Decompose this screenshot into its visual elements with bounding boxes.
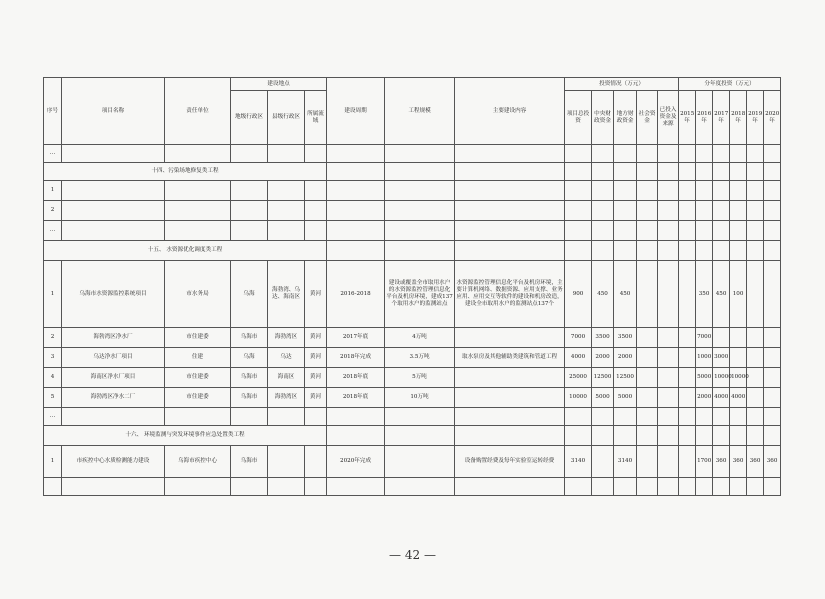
row-basin: 黄河 xyxy=(305,328,327,348)
row-period: 2018年底 xyxy=(327,388,385,408)
row-name: 市疾控中心水质检测能力建设 xyxy=(62,446,165,478)
row-name: 海南区净水厂项目 xyxy=(62,368,165,388)
row-central: 450 xyxy=(592,261,614,328)
row-central xyxy=(592,446,614,478)
row-y2019 xyxy=(747,328,764,348)
header-location: 建设地点 xyxy=(231,78,327,91)
row-y2016: 2000 xyxy=(696,388,713,408)
table-row xyxy=(44,328,781,348)
row-social xyxy=(637,261,658,328)
row-y2018: 10000 xyxy=(730,368,747,388)
row-scale: 10万吨 xyxy=(385,388,455,408)
header-year-2015: 2015年 xyxy=(679,91,696,145)
row-y2015 xyxy=(679,388,696,408)
row-scale: 建设或覆盖全市取用水户的水资源监控管理信息化平台及机房环境，建成137个取用水户的监测站点 xyxy=(385,261,455,328)
table-row xyxy=(44,145,781,163)
header-loc-city: 地级行政区 xyxy=(231,91,268,145)
row-local: 3140 xyxy=(614,446,637,478)
header-inv-central: 中央财政资金 xyxy=(592,91,614,145)
row-y2016: 7000 xyxy=(696,328,713,348)
row-y2016: 5000 xyxy=(696,368,713,388)
row-y2019 xyxy=(747,261,764,328)
row-social xyxy=(637,328,658,348)
row-county xyxy=(268,446,305,478)
row-local: 450 xyxy=(614,261,637,328)
row-content xyxy=(455,328,565,348)
row-city: 乌海市 xyxy=(231,446,268,478)
row-y2018: 100 xyxy=(730,261,747,328)
row-content xyxy=(455,388,565,408)
row-y2019: 360 xyxy=(747,446,764,478)
row-done xyxy=(658,328,679,348)
table-row xyxy=(44,221,781,241)
row-unit: 市水务局 xyxy=(165,261,231,328)
row-scale xyxy=(385,446,455,478)
row-seq: 1 xyxy=(44,446,62,478)
table-row xyxy=(44,408,781,426)
header-inv-local: 地方财政资金 xyxy=(614,91,637,145)
row-y2017 xyxy=(713,328,730,348)
row-content: 水资源监控管理信息化平台及机房环境，主要计算机网络、数据资源、应用支撑、业务应用、应用交互等软件的建设和机房改造，建设全市取用水户的监测站点137个 xyxy=(455,261,565,328)
section-header-row xyxy=(44,163,781,181)
row-done xyxy=(658,368,679,388)
row-local: 12500 xyxy=(614,368,637,388)
row-total: 4000 xyxy=(565,348,592,368)
row-seq: … xyxy=(44,221,62,241)
row-seq: … xyxy=(44,145,62,163)
row-name: 海勃湾区净水厂 xyxy=(62,328,165,348)
row-y2020 xyxy=(764,368,781,388)
row-unit: 住建 xyxy=(165,348,231,368)
row-content: 取水泵房及其他辅助类建筑和管道工程 xyxy=(455,348,565,368)
header-year-2018: 2018年 xyxy=(730,91,747,145)
row-y2020 xyxy=(764,388,781,408)
row-city: 乌海 xyxy=(231,348,268,368)
row-basin: 黄河 xyxy=(305,348,327,368)
row-name: 乌达净水厂项目 xyxy=(62,348,165,368)
row-basin xyxy=(305,446,327,478)
row-county: 海勃湾、乌达、海南区 xyxy=(268,261,305,328)
row-county: 海勃湾区 xyxy=(268,328,305,348)
row-unit: 市住建委 xyxy=(165,388,231,408)
row-city: 乌海市 xyxy=(231,388,268,408)
row-total: 3140 xyxy=(565,446,592,478)
investment-table xyxy=(43,77,781,496)
row-local: 5000 xyxy=(614,388,637,408)
row-city: 乌海 xyxy=(231,261,268,328)
row-y2016: 350 xyxy=(696,261,713,328)
row-y2020 xyxy=(764,328,781,348)
row-seq: 3 xyxy=(44,348,62,368)
row-basin: 黄河 xyxy=(305,368,327,388)
row-seq: 1 xyxy=(44,261,62,328)
row-social xyxy=(637,348,658,368)
header-year-2016: 2016年 xyxy=(696,91,713,145)
row-central: 12500 xyxy=(592,368,614,388)
header-loc-basin: 所属流域 xyxy=(305,91,327,145)
row-total: 25000 xyxy=(565,368,592,388)
section-header-row xyxy=(44,241,781,261)
header-annual: 分年度投资（万元） xyxy=(679,78,781,91)
row-y2019 xyxy=(747,348,764,368)
row-seq: 4 xyxy=(44,368,62,388)
header-year-2019: 2019年 xyxy=(747,91,764,145)
row-period: 2017年底 xyxy=(327,328,385,348)
section-14-title: 十四、污染场地修复类工程 xyxy=(44,163,327,181)
row-local: 3500 xyxy=(614,328,637,348)
row-done xyxy=(658,388,679,408)
row-basin: 黄河 xyxy=(305,261,327,328)
row-content xyxy=(455,368,565,388)
row-central: 3500 xyxy=(592,328,614,348)
header-name: 项目名称 xyxy=(62,78,165,145)
section-15-title: 十五、 水资源优化调度类工程 xyxy=(44,241,327,261)
row-city: 乌海市 xyxy=(231,368,268,388)
table-row xyxy=(44,368,781,388)
row-total: 10000 xyxy=(565,388,592,408)
header-inv-done: 已投入资金及来源 xyxy=(658,91,679,145)
row-seq: 1 xyxy=(44,181,62,201)
table-row xyxy=(44,261,781,328)
row-y2018 xyxy=(730,328,747,348)
row-unit: 乌海市疾控中心 xyxy=(165,446,231,478)
row-y2017: 10000 xyxy=(713,368,730,388)
row-city: 乌海市 xyxy=(231,328,268,348)
row-done xyxy=(658,348,679,368)
row-local: 2000 xyxy=(614,348,637,368)
table-row xyxy=(44,478,781,496)
table-row xyxy=(44,446,781,478)
row-y2016: 1000 xyxy=(696,348,713,368)
section-header-row xyxy=(44,426,781,446)
row-y2020: 360 xyxy=(764,446,781,478)
row-central: 2000 xyxy=(592,348,614,368)
row-seq: 2 xyxy=(44,328,62,348)
header-loc-county: 县级行政区 xyxy=(268,91,305,145)
header-inv-social: 社会资金 xyxy=(637,91,658,145)
row-y2017: 4000 xyxy=(713,388,730,408)
row-seq: … xyxy=(44,408,62,426)
row-county: 乌达 xyxy=(268,348,305,368)
header-content: 主要建设内容 xyxy=(455,78,565,145)
row-y2017: 360 xyxy=(713,446,730,478)
table-row xyxy=(44,388,781,408)
header-unit: 责任单位 xyxy=(165,78,231,145)
row-social xyxy=(637,388,658,408)
row-social xyxy=(637,446,658,478)
row-scale: 5万吨 xyxy=(385,368,455,388)
row-y2015 xyxy=(679,328,696,348)
header-inv-total: 项目总投资 xyxy=(565,91,592,145)
row-unit: 市住建委 xyxy=(165,328,231,348)
row-y2018 xyxy=(730,348,747,368)
row-total: 900 xyxy=(565,261,592,328)
row-scale: 3.5万吨 xyxy=(385,348,455,368)
row-total: 7000 xyxy=(565,328,592,348)
row-name: 海勃湾区净水二厂 xyxy=(62,388,165,408)
header-seq: 序号 xyxy=(44,78,62,145)
table-row xyxy=(44,201,781,221)
row-scale: 4万吨 xyxy=(385,328,455,348)
row-y2017: 3000 xyxy=(713,348,730,368)
row-y2015 xyxy=(679,446,696,478)
header-invest: 投资情况（万元） xyxy=(565,78,679,91)
row-county: 海勃湾区 xyxy=(268,388,305,408)
row-done xyxy=(658,446,679,478)
header-scale: 工程规模 xyxy=(385,78,455,145)
row-y2020 xyxy=(764,261,781,328)
row-y2015 xyxy=(679,261,696,328)
row-central: 5000 xyxy=(592,388,614,408)
row-y2018: 4000 xyxy=(730,388,747,408)
row-seq: 5 xyxy=(44,388,62,408)
row-y2018: 360 xyxy=(730,446,747,478)
row-content: 设备购置经费及每年实验室运转经费 xyxy=(455,446,565,478)
row-y2015 xyxy=(679,368,696,388)
table-row xyxy=(44,348,781,368)
row-done xyxy=(658,261,679,328)
row-y2016: 1700 xyxy=(696,446,713,478)
row-y2019 xyxy=(747,368,764,388)
header-period: 建设周期 xyxy=(327,78,385,145)
section-16-title: 十六、 环境监测与突发环境事件应急处置类工程 xyxy=(44,426,327,446)
page-number: — 42 — xyxy=(389,548,436,562)
row-unit: 市住建委 xyxy=(165,368,231,388)
row-social xyxy=(637,368,658,388)
row-y2020 xyxy=(764,348,781,368)
header-year-2020: 2020年 xyxy=(764,91,781,145)
row-period: 2020年完成 xyxy=(327,446,385,478)
row-period: 2018年底 xyxy=(327,368,385,388)
row-basin: 黄河 xyxy=(305,388,327,408)
row-y2015 xyxy=(679,348,696,368)
row-county: 海南区 xyxy=(268,368,305,388)
row-y2017: 450 xyxy=(713,261,730,328)
row-period: 2018年完成 xyxy=(327,348,385,368)
table-row xyxy=(44,181,781,201)
row-name: 乌海市水资源监控系统项目 xyxy=(62,261,165,328)
row-seq: 2 xyxy=(44,201,62,221)
row-y2019 xyxy=(747,388,764,408)
row-period: 2016-2018 xyxy=(327,261,385,328)
header-year-2017: 2017年 xyxy=(713,91,730,145)
